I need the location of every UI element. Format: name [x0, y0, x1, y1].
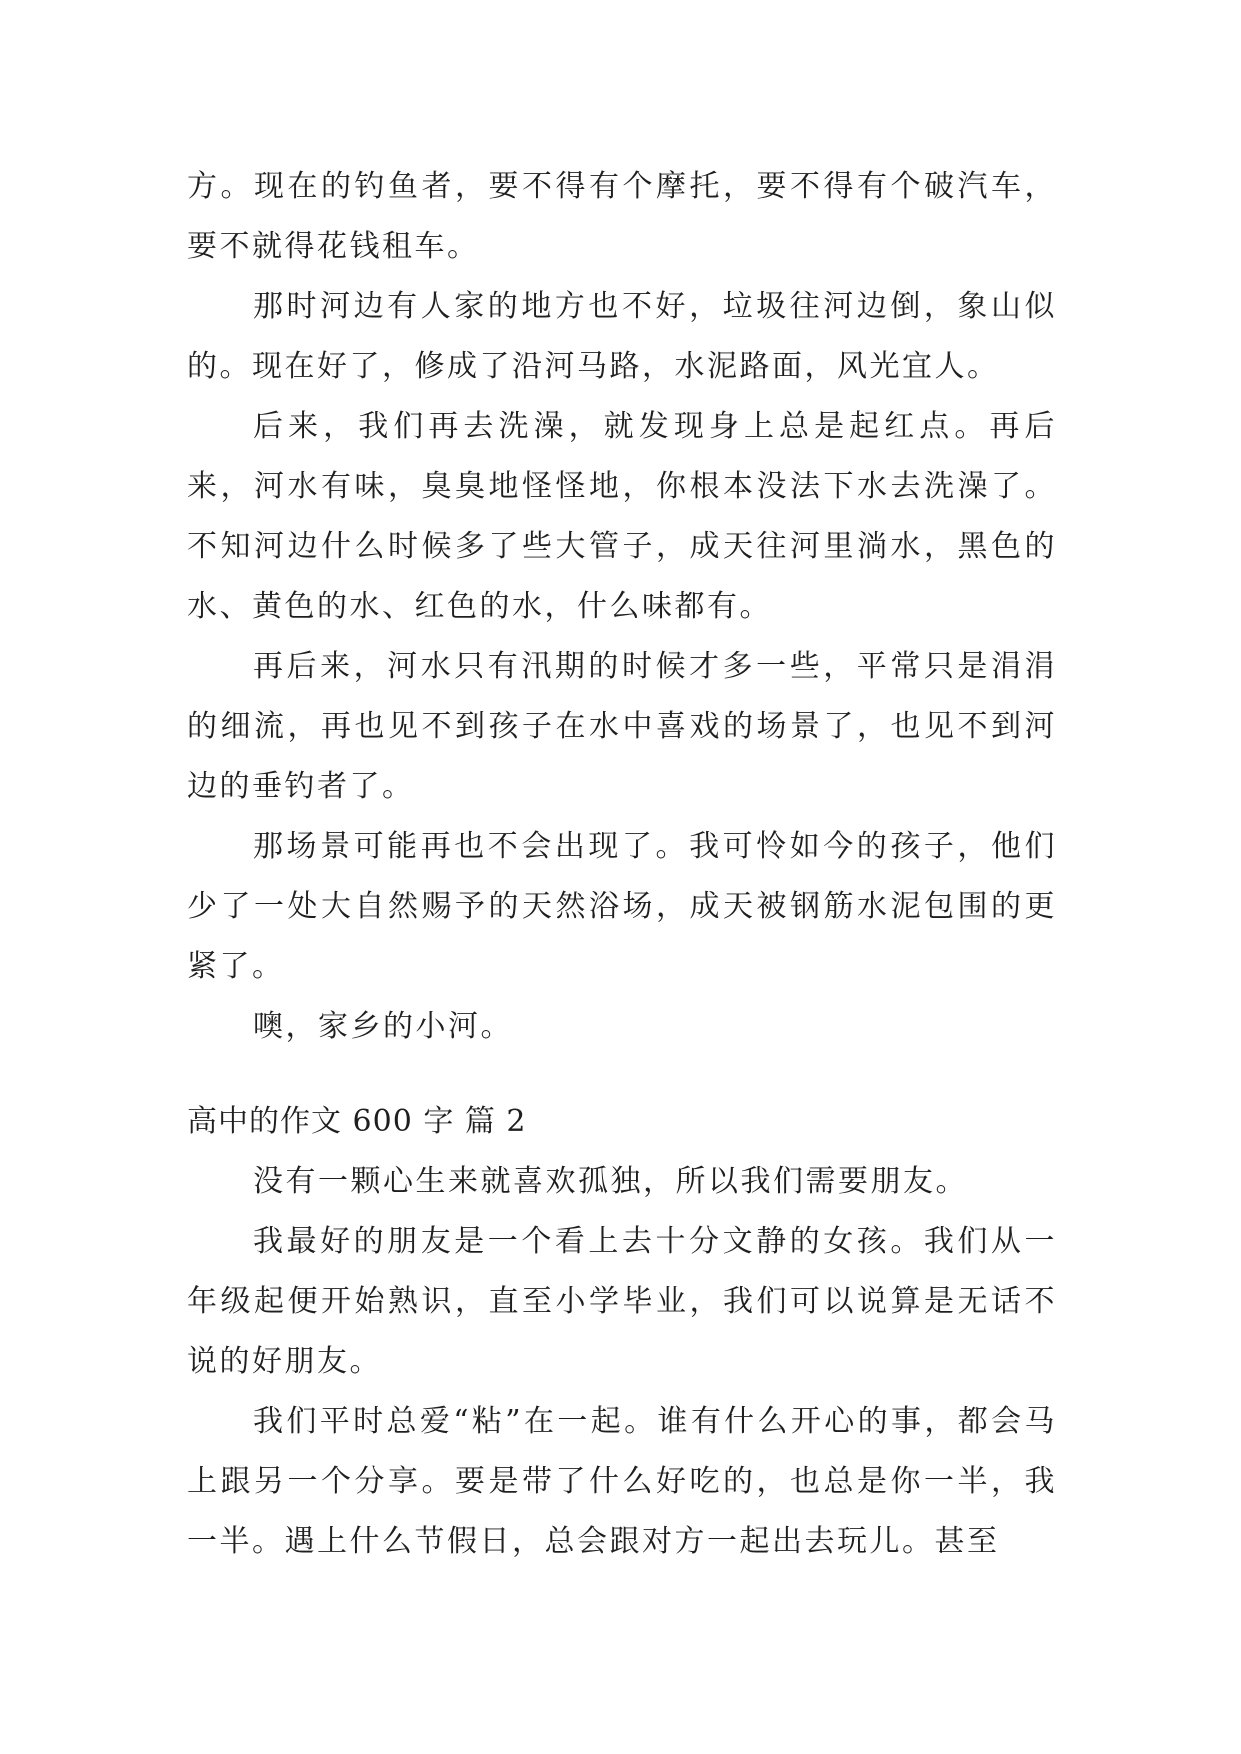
essay-section-1: [187, 157, 1057, 1057]
paragraph: 那场景可能再也不会出现了。我可怜如今的孩子，他们少了一处大自然赐予的天然浴场，成天被钢筋水泥包围的更紧了。: [187, 829, 1057, 984]
paragraph: 那时河边有人家的地方也不好，垃圾往河边倒，象山似的。现在好了，修成了沿河马路，水泥路面，风光宜人。: [187, 289, 1057, 384]
paragraph: 噢，家乡的小河。: [253, 1009, 513, 1044]
section-heading: 高中的作文 600 字 篇 2: [187, 1104, 527, 1139]
paragraph: 再后来，河水只有汛期的时候才多一些，平常只是涓涓的细流，再也见不到孩子在水中喜戏的场景了，也见不到河边的垂钓者了。: [187, 649, 1057, 804]
essay-section-2: [187, 1092, 1057, 1572]
paragraph: 后来，我们再去洗澡，就发现身上总是起红点。再后来，河水有味，臭臭地怪怪地，你根本没法下水去洗澡了。不知河边什么时候多了些大管子，成天往河里淌水，黑色的水、黄色的水、红色的水，什么味都有。: [187, 409, 1057, 624]
paragraph: 我们平时总爱“粘”在一起。谁有什么开心的事，都会马上跟另一个分享。要是带了什么好吃的，也总是你一半，我一半。遇上什么节假日，总会跟对方一起出去玩儿。甚至: [187, 1404, 1057, 1559]
paragraph-continuation: 方。现在的钓鱼者，要不得有个摩托，要不得有个破汽车，要不就得花钱租车。: [187, 169, 1057, 264]
paragraph: 我最好的朋友是一个看上去十分文静的女孩。我们从一年级起便开始熟识，直至小学毕业，我们可以说算是无话不说的好朋友。: [187, 1224, 1057, 1379]
paragraph: 没有一颗心生来就喜欢孤独，所以我们需要朋友。: [253, 1164, 968, 1199]
